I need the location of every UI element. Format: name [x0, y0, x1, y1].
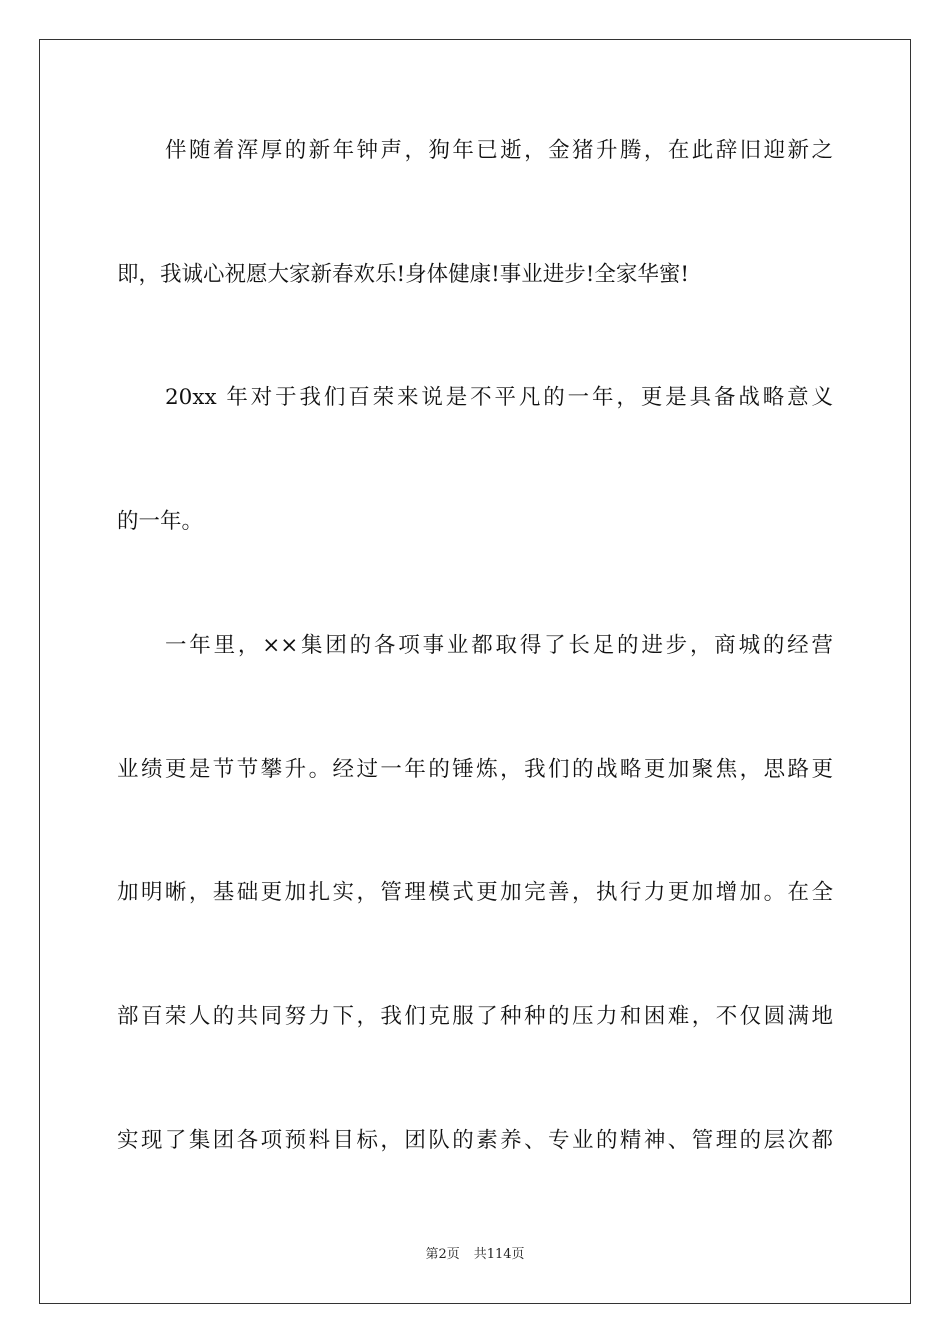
page-border — [39, 39, 911, 1304]
paragraph-line: 的一年。 — [117, 509, 204, 534]
page-footer — [0, 1246, 950, 1264]
paragraph-line: 即，我诚心祝愿大家新春欢乐!身体健康!事业进步!全家华蜜! — [117, 262, 690, 287]
page-total: 共114页 — [473, 1247, 525, 1262]
paragraph-line: 一年里，××集团的各项事业都取得了长足的进步，商城的经营 — [165, 633, 833, 658]
paragraph-line: 加明晰，基础更加扎实，管理模式更加完善，执行力更加增加。在全 — [117, 880, 833, 905]
paragraph-line: 业绩更是节节攀升。经过一年的锤炼，我们的战略更加聚焦，思路更 — [117, 757, 833, 782]
paragraph-line: 20xx 年对于我们百荣来说是不平凡的一年，更是具备战略意义 — [165, 385, 833, 410]
page-number: 第2页 — [425, 1247, 460, 1262]
paragraph-line: 伴随着浑厚的新年钟声，狗年已逝，金猪升腾，在此辞旧迎新之 — [165, 138, 833, 163]
paragraph-line: 实现了集团各项预料目标，团队的素养、专业的精神、管理的层次都 — [117, 1128, 833, 1153]
paragraph-line: 部百荣人的共同努力下，我们克服了种种的压力和困难，不仅圆满地 — [117, 1004, 833, 1029]
